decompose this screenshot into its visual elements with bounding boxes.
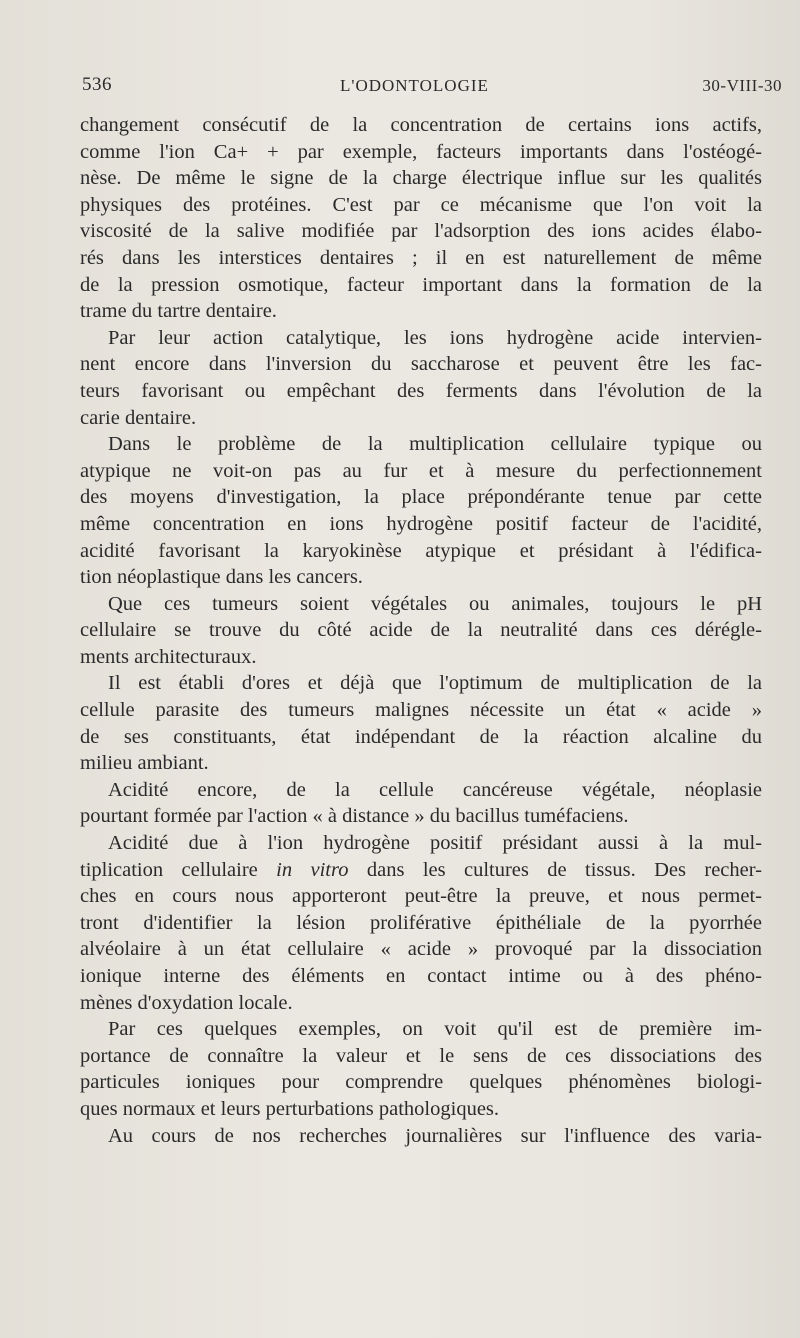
paragraph (80, 830, 762, 1016)
text-line: comme l'ion Ca+ + par exemple, facteurs importants dans l'ostéogé- (80, 140, 762, 163)
text-line: tront d'identifier la lésion proliférative épithéliale de la pyorrhée (80, 911, 762, 934)
text-line: Par ces quelques exemples, on voit qu'il est de première im- (108, 1018, 762, 1041)
page-number: 536 (82, 74, 112, 95)
paragraph (80, 777, 762, 830)
text-line: particules ioniques pour comprendre quelques phénomènes biologi- (80, 1071, 762, 1094)
text-line: de la pression osmotique, facteur important dans la formation de la (80, 273, 762, 296)
text-line: Il est établi d'ores et déjà que l'optimum de multiplication de la (108, 672, 762, 695)
text-line: rés dans les interstices dentaires ; il en est naturellement de même (80, 246, 762, 269)
text-line: Au cours de nos recherches journalières sur l'influence des varia- (108, 1124, 762, 1147)
paragraph (80, 591, 762, 671)
paragraph (80, 1016, 762, 1122)
text-line: cellule parasite des tumeurs malignes nécessite un état « acide » (80, 699, 762, 722)
text-line: même concentration en ions hydrogène positif facteur de l'acidité, (80, 512, 762, 535)
text-line: tiplication cellulaire in vitro dans les cultures de tissus. Des recher- (80, 858, 762, 881)
text-line: portance de connaître la valeur et le sens de ces dissociations des (80, 1044, 762, 1067)
text-line: Acidité due à l'ion hydrogène positif présidant aussi à la mul- (108, 832, 762, 855)
paragraph (80, 112, 762, 325)
running-header (82, 70, 800, 100)
text-line: acidité favorisant la karyokinèse atypique et présidant à l'édifica- (80, 539, 762, 562)
paragraph (80, 431, 762, 591)
text-line: ques normaux et leurs perturbations pathologiques. (80, 1097, 500, 1120)
text-line: alvéolaire à un état cellulaire « acide » provoqué par la dissociation (80, 938, 762, 961)
text-line: nent encore dans l'inversion du saccharose et peuvent être les fac- (80, 353, 762, 376)
paragraph (80, 1123, 762, 1150)
page-body-text (80, 112, 762, 1149)
text-line: viscosité de la salive modifiée par l'adsorption des ions acides élabo- (80, 220, 762, 243)
text-line: de ses constituants, état indépendant de la réaction alcaline du (80, 725, 762, 748)
text-line: ionique interne des éléments en contact intime ou à des phéno- (80, 965, 762, 987)
text-line: tion néoplastique dans les cancers. (80, 566, 363, 589)
text-line: carie dentaire. (80, 406, 197, 429)
text-line: ches en cours nous apporteront peut-être la preuve, et nous permet- (80, 885, 762, 908)
text-line: nèse. De même le signe de la charge électrique influe sur les qualités (80, 167, 762, 190)
paragraph (80, 670, 762, 776)
text-line: Dans le problème de la multiplication cellulaire typique ou (108, 433, 762, 456)
text-line: teurs favorisant ou empêchant des ferments dans l'évolution de la (80, 379, 762, 402)
text-line: trame du tartre dentaire. (80, 300, 277, 323)
text-line: Par leur action catalytique, les ions hydrogène acide intervien- (108, 326, 762, 349)
text-line: Que ces tumeurs soient végétales ou animales, toujours le pH (108, 592, 762, 615)
text-line: pourtant formée par l'action « à distance » du bacillus tuméfaciens. (80, 805, 629, 828)
text-line: milieu ambiant. (80, 752, 209, 775)
paragraph (80, 325, 762, 431)
text-line: Acidité encore, de la cellule cancéreuse végétale, néoplasie (108, 778, 762, 801)
text-line: des moyens d'investigation, la place prépondérante tenue par cette (80, 486, 762, 509)
issue-date: 30-VIII-30 (702, 76, 782, 95)
text-line: cellulaire se trouve du côté acide de la neutralité dans ces dérégle- (80, 619, 762, 642)
journal-title: L'ODONTOLOGIE (340, 76, 489, 95)
text-line: physiques des protéines. C'est par ce mécanisme que l'on voit la (80, 193, 762, 216)
text-line: atypique ne voit-on pas au fur et à mesure du perfectionnement (80, 459, 762, 482)
text-line: mènes d'oxydation locale. (80, 991, 293, 1014)
text-line: ments architecturaux. (80, 645, 257, 668)
text-line: changement consécutif de la concentration de certains ions actifs, (80, 114, 762, 136)
